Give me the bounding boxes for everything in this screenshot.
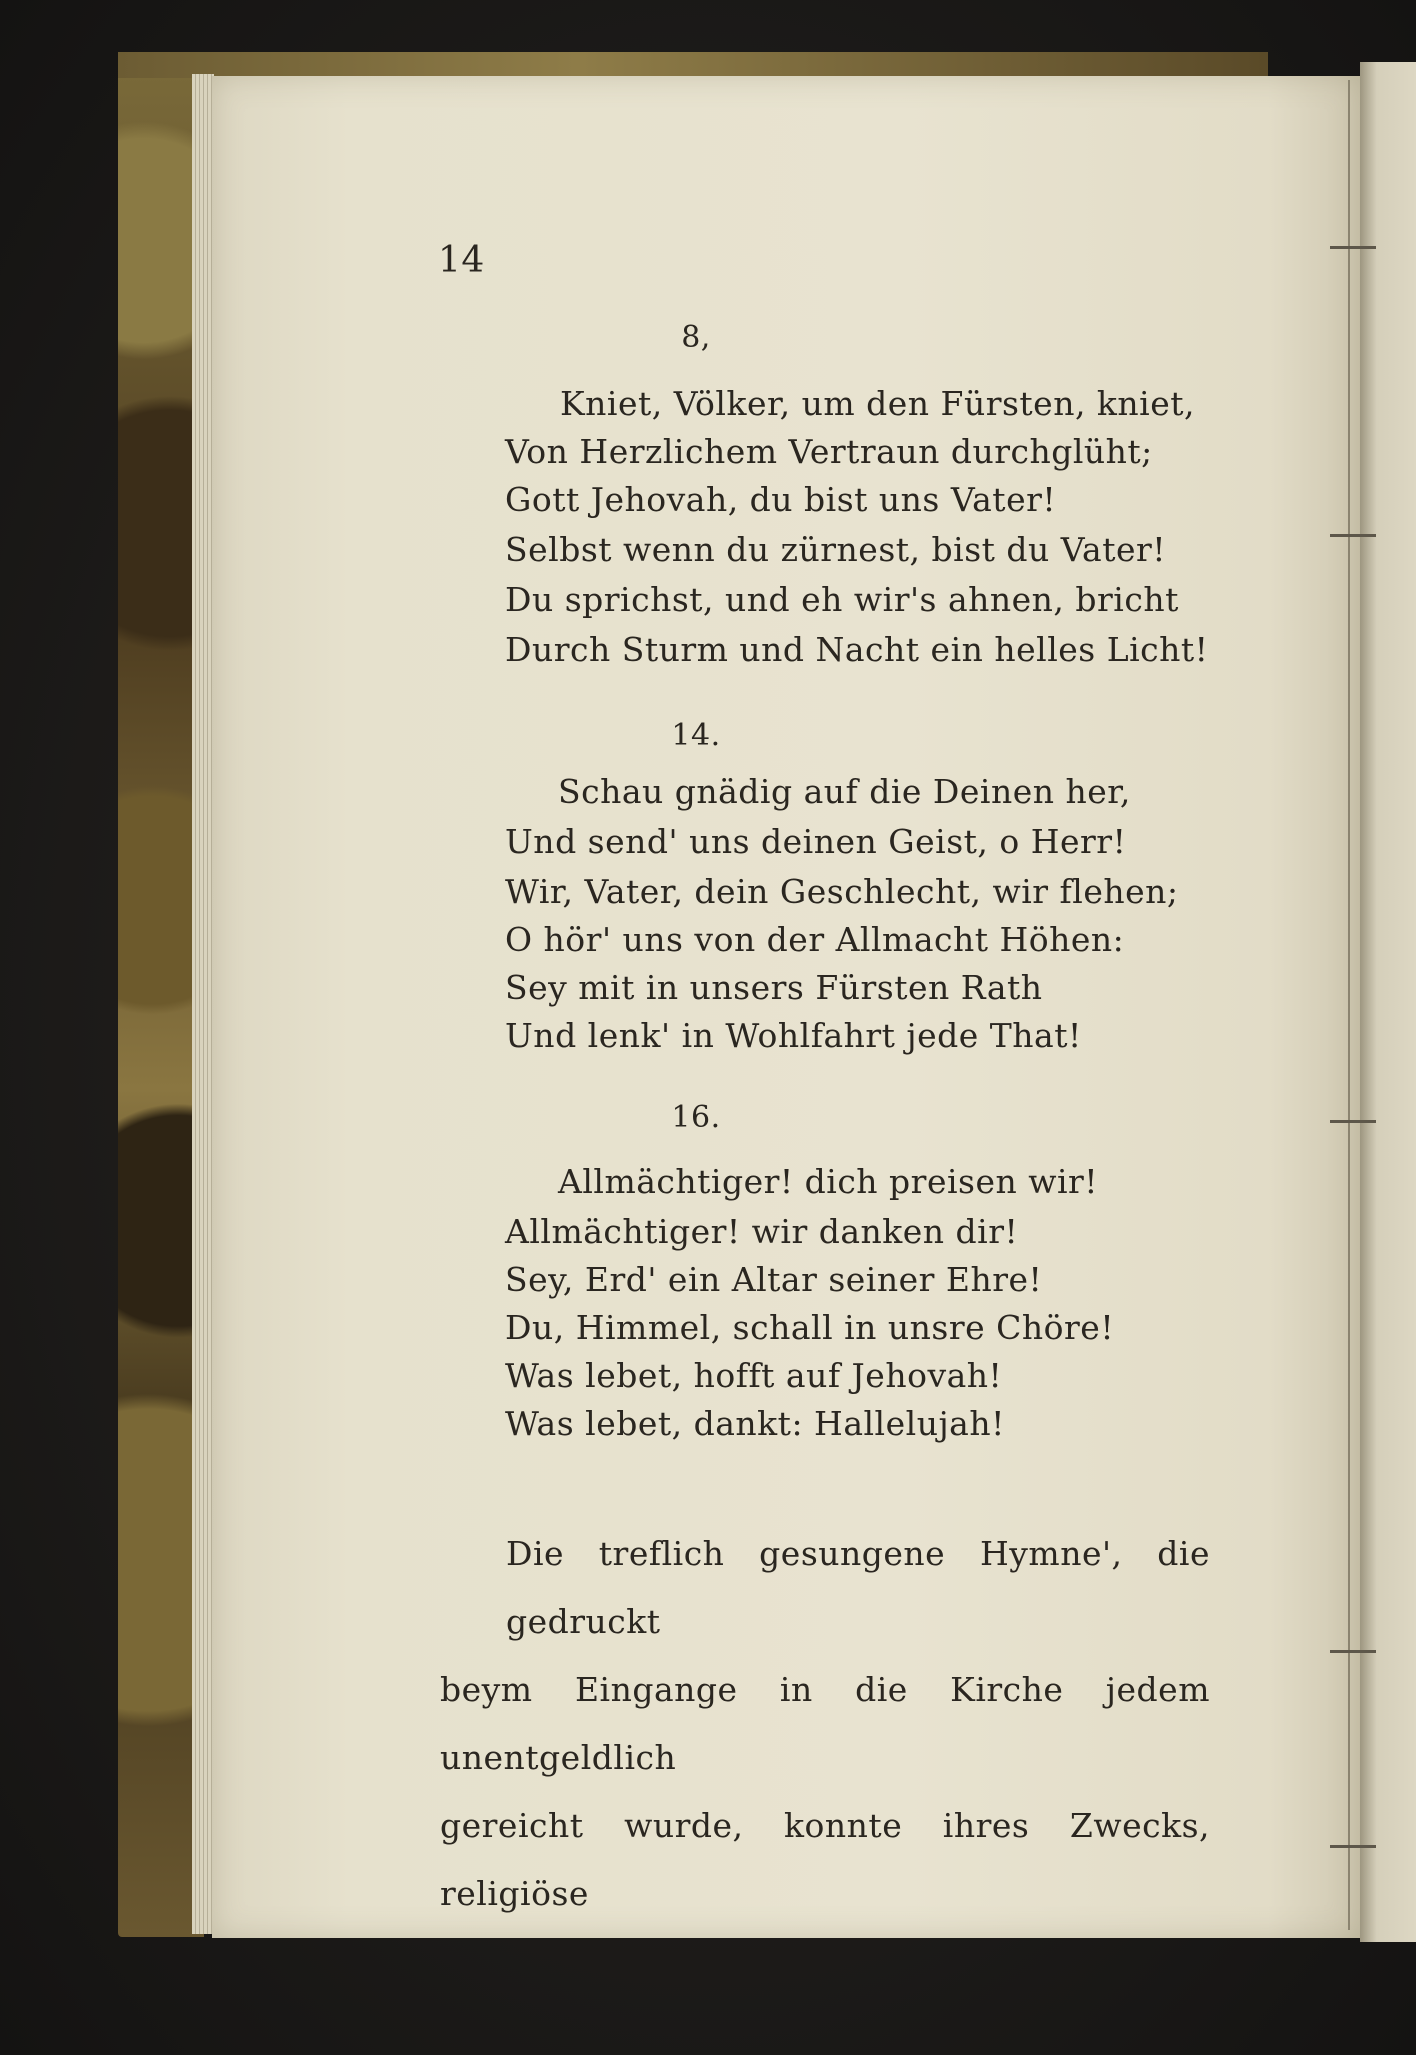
binding-stitch xyxy=(1330,1650,1376,1653)
binding-stitch xyxy=(1330,534,1376,537)
prose-line: gereicht wurde, konnte ihres Zwecks, religiöse xyxy=(440,1806,1210,1913)
page-number: 14 xyxy=(438,240,485,281)
verse-line: Du sprichst, und eh wir's ahnen, bricht xyxy=(505,580,1179,619)
stanza-number: 8, xyxy=(681,320,711,355)
stanza-number: 16. xyxy=(671,1100,721,1135)
verse-line: Sey mit in unsers Fürsten Rath xyxy=(505,968,1043,1007)
verse-line: Selbst wenn du zürnest, bist du Vater! xyxy=(505,530,1167,569)
verse-line: Und send' uns deinen Geist, o Herr! xyxy=(505,822,1127,861)
verse-line: Du, Himmel, schall in unsre Chöre! xyxy=(505,1308,1115,1347)
binding-stitch xyxy=(1330,1845,1376,1848)
stanza-number: 14. xyxy=(671,718,721,753)
verse-line: Gott Jehovah, du bist uns Vater! xyxy=(505,480,1057,519)
binding-stitch xyxy=(1330,246,1376,249)
verse-line: Sey, Erd' ein Altar seiner Ehre! xyxy=(505,1260,1043,1299)
verse-line: Von Herzlichem Vertraun durchglüht; xyxy=(505,432,1153,471)
verse-line: O hör' uns von der Allmacht Höhen: xyxy=(505,920,1125,959)
verse-line: Was lebet, hofft auf Jehovah! xyxy=(505,1356,1003,1395)
prose-line: beym Eingange in die Kirche jedem unentgeldlich xyxy=(440,1670,1210,1777)
verse-line: Allmächtiger! dich preisen wir! xyxy=(558,1162,1099,1201)
facing-page-edge xyxy=(1360,62,1416,1942)
verse-line: Wir, Vater, dein Geschlecht, wir flehen; xyxy=(505,872,1179,911)
cover-top-edge xyxy=(118,52,1268,78)
prose-paragraph xyxy=(440,1520,1210,1928)
verse-line: Und lenk' in Wohlfahrt jede That! xyxy=(505,1016,1082,1055)
page-stack-edges xyxy=(192,74,214,1934)
verse-line: Durch Sturm und Nacht ein helles Licht! xyxy=(505,630,1209,669)
verse-line: Was lebet, dankt: Hallelujah! xyxy=(505,1404,1005,1443)
verse-line: Schau gnädig auf die Deinen her, xyxy=(558,772,1131,811)
verse-line: Allmächtiger! wir danken dir! xyxy=(505,1212,1019,1251)
prose-line: Die treflich gesungene Hymne', die gedruckt xyxy=(506,1534,1210,1641)
verse-line: Kniet, Völker, um den Fürsten, kniet, xyxy=(560,384,1196,423)
